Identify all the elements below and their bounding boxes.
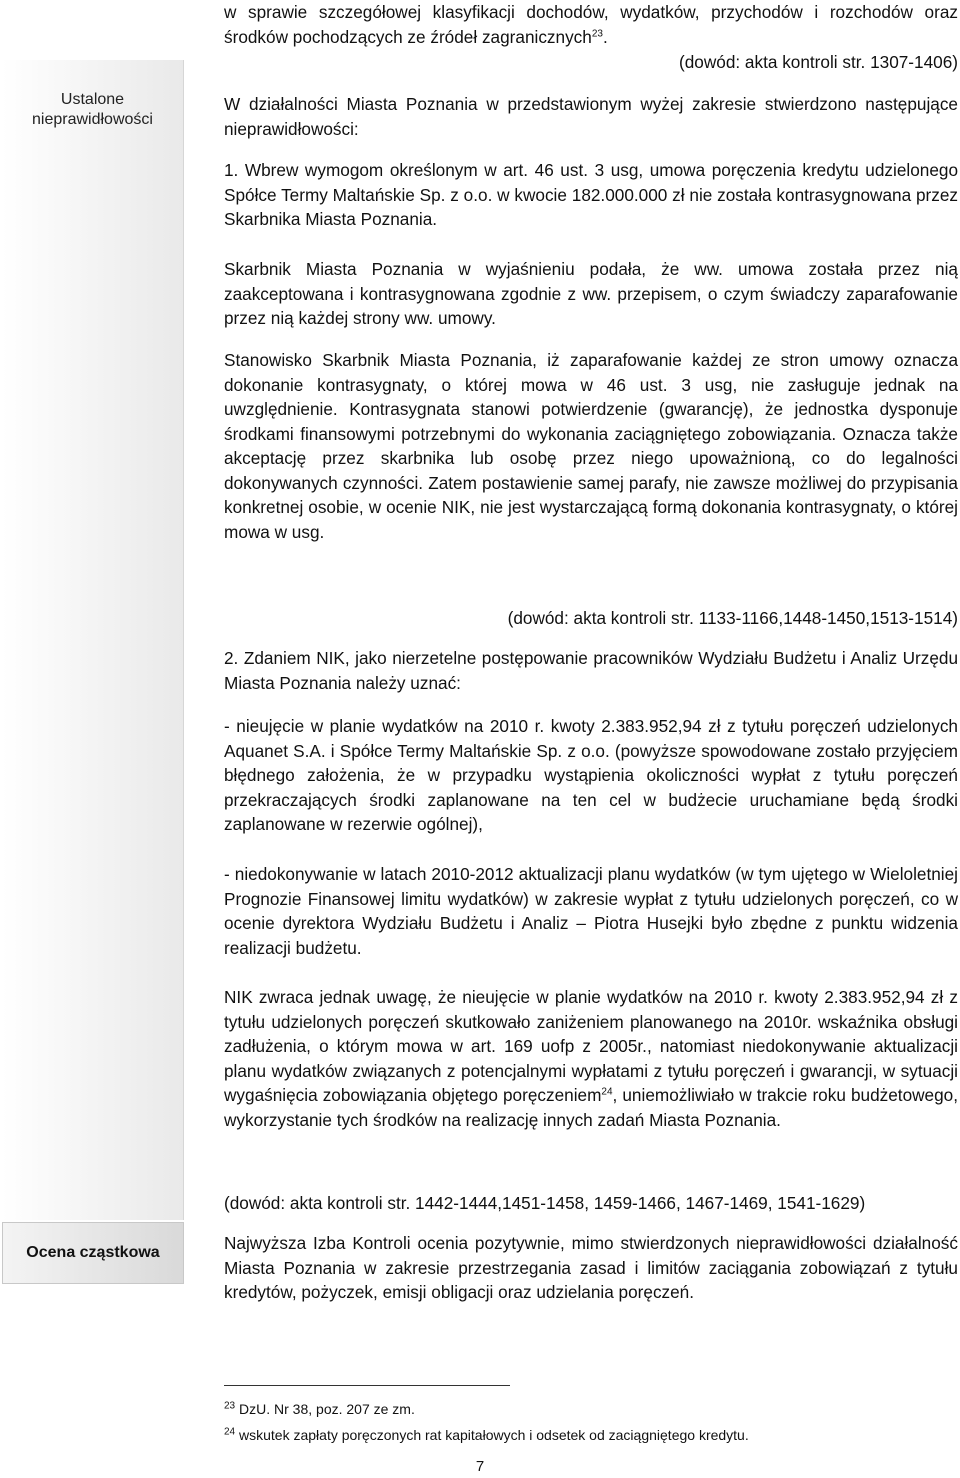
footnote-ref-24[interactable]: 24 [601,1086,613,1098]
footnote-separator [224,1385,510,1386]
evidence-note-3: (dowód: akta kontroli str. 1442-1444,1451-1458, 1459-1466, 1467-1469, 1541-1629) [224,1193,866,1213]
footnote-24: $^{24}$ wskutek zapłaty poręczonych rat kapitałowych i odsetek od zaciągniętego kredytu. [224,1426,749,1443]
paragraph-treasurer-explanation: Skarbnik Miasta Poznania w wyjaśnieniu podała, że ww. umowa została przez nią zaakceptowana i kontrasygnowana zgodnie z ww. przepisem, o czym świadczy zaparafowanie przez nią każdej strony ww. umowy. [224,259,958,328]
paragraph-findings-intro: W działalności Miasta Poznania w przedstawionym wyżej zakresie stwierdzono następujące nieprawidłowości: [224,94,958,139]
finding-2-item-b: - niedokonywanie w latach 2010-2012 aktualizacji planu wydatków (w tym ujętego w Wieloletniej Prognozie Finansowej limitu wydatków) w zakresie wypłat z tytułu udzielonych poręczeń, co w ocenie dyrektora Wydziału Budżetu i Analiz – Piotra Husejki było zbędne z punktu widzenia realizacji budżetu. [224,864,958,958]
paragraph-nik-position: Stanowisko Skarbnik Miasta Poznania, iż zaparafowanie każdej ze stron umowy oznacza dokonanie kontrasygnaty, o której mowa w 46 ust. 3 usg, nie zasługuje jednak na uwzględnienie. Kontrasygnata stanowi potwierdzenie (gwarancję), że jednostka dysponuje środkami finansowymi potrzebnymi do wykonania zaciągniętego zobowiązania. Oznacza także akceptację przez skarbnika lub osobę przez niego upoważnioną, co do legalności dokonywanych czynności. Zatem postawienie samej parafy, nie zawsze możliwej do przypisania konkretnej osobie, w ocenie NIK, nie jest wystarczającą formą dokonania kontrasygnaty, o której mowa w usg. [224,350,958,542]
footnotes [224,1385,924,1452]
side-label-partial-assessment: Ocena cząstkowa [2,1222,184,1284]
footnote-23: $^{23}$ DzU. Nr 38, poz. 207 ze zm. [224,1400,415,1417]
finding-2: 2. Zdaniem NIK, jako nierzetelne postępowanie pracowników Wydziału Budżetu i Analiz Urzędu Miasta Poznania należy uznać: [224,648,958,693]
paragraph-intro: w sprawie szczegółowej klasyfikacji dochodów, wydatków, przychodów i rozchodów oraz środków pochodzących ze źródeł zagranicznych$^{23}$. [224,2,958,47]
footnote-ref-23[interactable]: 23 [591,27,603,39]
evidence-note-1: (dowód: akta kontroli str. 1307-1406) [679,52,958,72]
finding-2-item-a: - nieujęcie w planie wydatków na 2010 r. kwoty 2.383.952,94 zł z tytułu poręczeń udzielonych Aquanet S.A. i Spółce Termy Maltańskie Sp. z o.o. (powyższe spowodowane zostało przyjęciem błędnego założenia, że w przypadku wystąpienia okoliczności wypłat z tytułu poręczeń przekraczających środki zaplanowane na ten cel w budżecie uruchamiane będą środki zaplanowane w rezerwie ogólnej), [224,716,958,834]
side-label-findings: Ustalone nieprawidłowości [2,60,184,1220]
margin-sidebar [0,0,196,1330]
paragraph-assessment: Najwyższa Izba Kontroli ocenia pozytywnie, mimo stwierdzonych nieprawidłowości działalność Miasta Poznania w zakresie przestrzegania zasad i limitów zaciągania zobowiązań z tytułu kredytów, pożyczek, emisji obligacji oraz udzielania poręczeń. [224,1233,958,1302]
evidence-note-2: (dowód: akta kontroli str. 1133-1166,1448-1450,1513-1514) [507,608,958,628]
finding-1: 1. Wbrew wymogom określonym w art. 46 ust. 3 usg, umowa poręczenia kredytu udzielonego Spółce Termy Maltańskie Sp. z o.o. w kwocie 182.000.000 zł nie została kontrasygnowana przez Skarbnika Miasta Poznania. [224,160,958,229]
page-number: 7 [475,1458,485,1475]
paragraph-nik-remark: NIK zwraca jednak uwagę, że nieujęcie w planie wydatków na 2010 r. kwoty 2.383.952,94 zł z tytułu udzielonych poręczeń skutkowało zaniżeniem planowanego na 2010r. wskaźnika obsługi zadłużenia, o którym mowa w art. 169 uofp z 2005r., natomiast niedokonywanie aktualizacji planu wydatków związanych z potencjalnymi wypłatami z tytułu poręczeń i gwarancji, w sytuacji wygaśnięcia zobowiązania objętego poręczeniem$^{24}$, uniemożliwiało w trakcie roku budżetowego, wykorzystanie tych środków na realizację innych zadań Miasta Poznania. [224,987,958,1130]
